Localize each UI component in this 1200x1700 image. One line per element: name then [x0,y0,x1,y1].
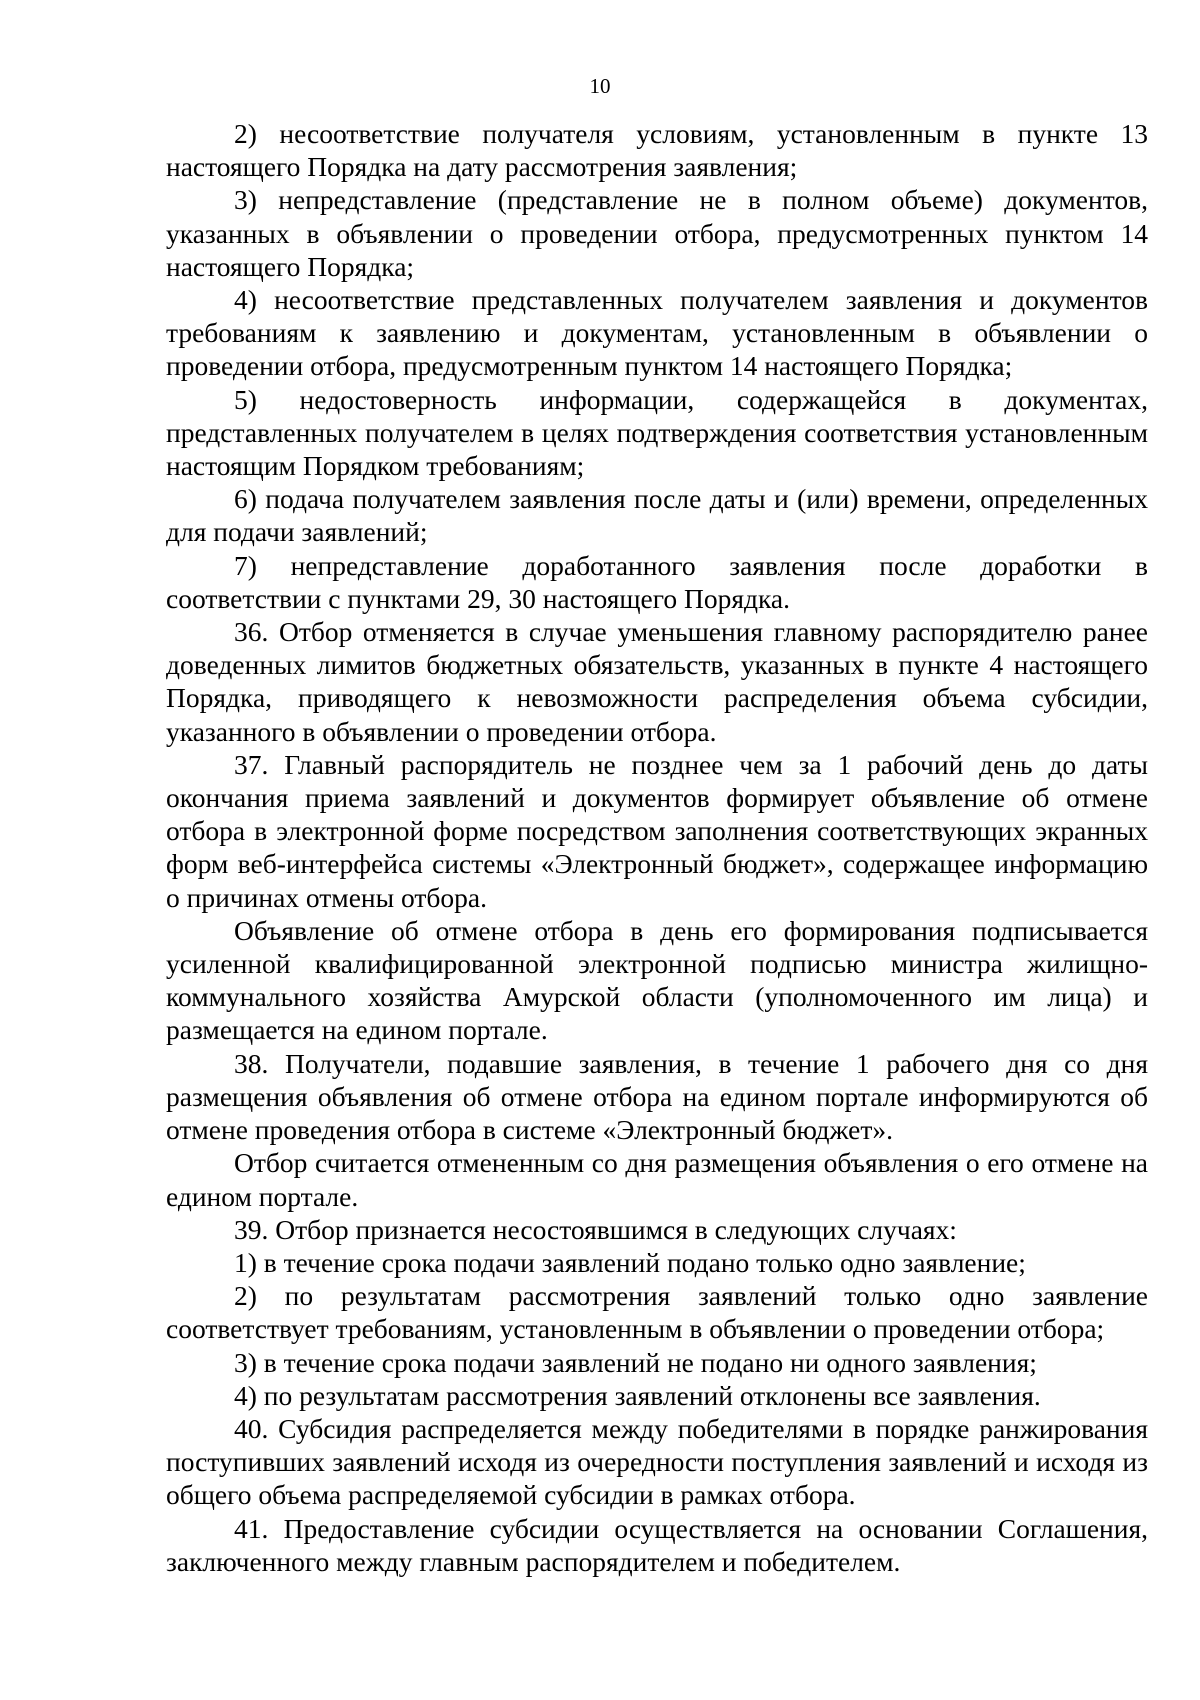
paragraph-39-item-3: 3) в течение срока подачи заявлений не подано ни одного заявления; [234,1346,1037,1378]
paragraph-item-3: 3) непредставление (представление не в полном объеме) документов, указанных в объявлении о проведении отбора, предусмотренных пунктом 14 настоящего Порядка; [166,184,1148,282]
paragraph-item-2: 2) несоответствие получателя условиям, установленным в пункте 13 настоящего Порядка на дату рассмотрения заявления; [166,118,1148,183]
paragraph-37: 37. Главный распорядитель не позднее чем за 1 рабочий день до даты окончания приема заявлений и документов формирует объявление об отмене отбора в электронной форме посредством заполнения соответствующих экранных форм веб-интерфейса системы «Электронный бюджет», содержащее информацию о причинах отмены отбора. [166,748,1148,913]
paragraph-36: 36. Отбор отменяется в случае уменьшения главному распорядителю ранее доведенных лимитов бюджетных обязательств, указанных в пункте 4 настоящего Порядка, приводящего к невозможности распределения объема субсидии, указанного в объявлении о проведении отбора. [166,616,1148,747]
paragraph-38-continuation: Отбор считается отмененным со дня размещения объявления о его отмене на едином портале. [166,1147,1148,1212]
paragraph-item-5: 5) недостоверность информации, содержащейся в документах, представленных получателем в целях подтверждения соответствия установленным настоящим Порядком требованиям; [166,383,1148,482]
page-number: 10 [589,74,611,98]
paragraph-39-item-4: 4) по результатам рассмотрения заявлений отклонены все заявления. [234,1379,1041,1411]
paragraph-40: 40. Субсидия распределяется между победителями в порядке ранжирования поступивших заявлений исходя из очередности поступления заявлений и исходя из общего объема распределяемой субсидии в рамках отбора. [166,1412,1148,1511]
paragraph-39-item-1: 1) в течение срока подачи заявлений подано только одно заявление; [234,1246,1026,1278]
paragraph-item-7: 7) непредставление доработанного заявления после доработки в соответствии с пунктами 29, 30 настоящего Порядка. [166,549,1148,614]
paragraph-39-item-2: 2) по результатам рассмотрения заявлений только одно заявление соответствует требованиям, установленным в объявлении о проведении отбора; [166,1280,1148,1345]
paragraph-38: 38. Получатели, подавшие заявления, в течение 1 рабочего дня со дня размещения объявления об отмене отбора на едином портале информируются об отмене проведения отбора в системе «Электронный бюджет». [166,1047,1148,1146]
paragraph-41: 41. Предоставление субсидии осуществляется на основании Соглашения, заключенного между главным распорядителем и победителем. [166,1512,1148,1577]
document-body [166,117,1148,1578]
paragraph-item-6: 6) подача получателем заявления после даты и (или) времени, определенных для подачи заявлений; [166,483,1148,548]
paragraph-37-continuation: Объявление об отмене отбора в день его формирования подписывается усиленной квалифицированной электронной подписью министра жилищно-коммунального хозяйства Амурской области (уполномоченного им лица) и размещается на едином портале. [166,914,1148,1046]
paragraph-item-4: 4) несоответствие представленных получателем заявления и документов требованиям к заявлению и документам, установленным в объявлении о проведении отбора, предусмотренным пунктом 14 настоящего Порядка; [166,284,1148,382]
paragraph-39: 39. Отбор признается несостоявшимся в следующих случаях: [234,1213,957,1245]
